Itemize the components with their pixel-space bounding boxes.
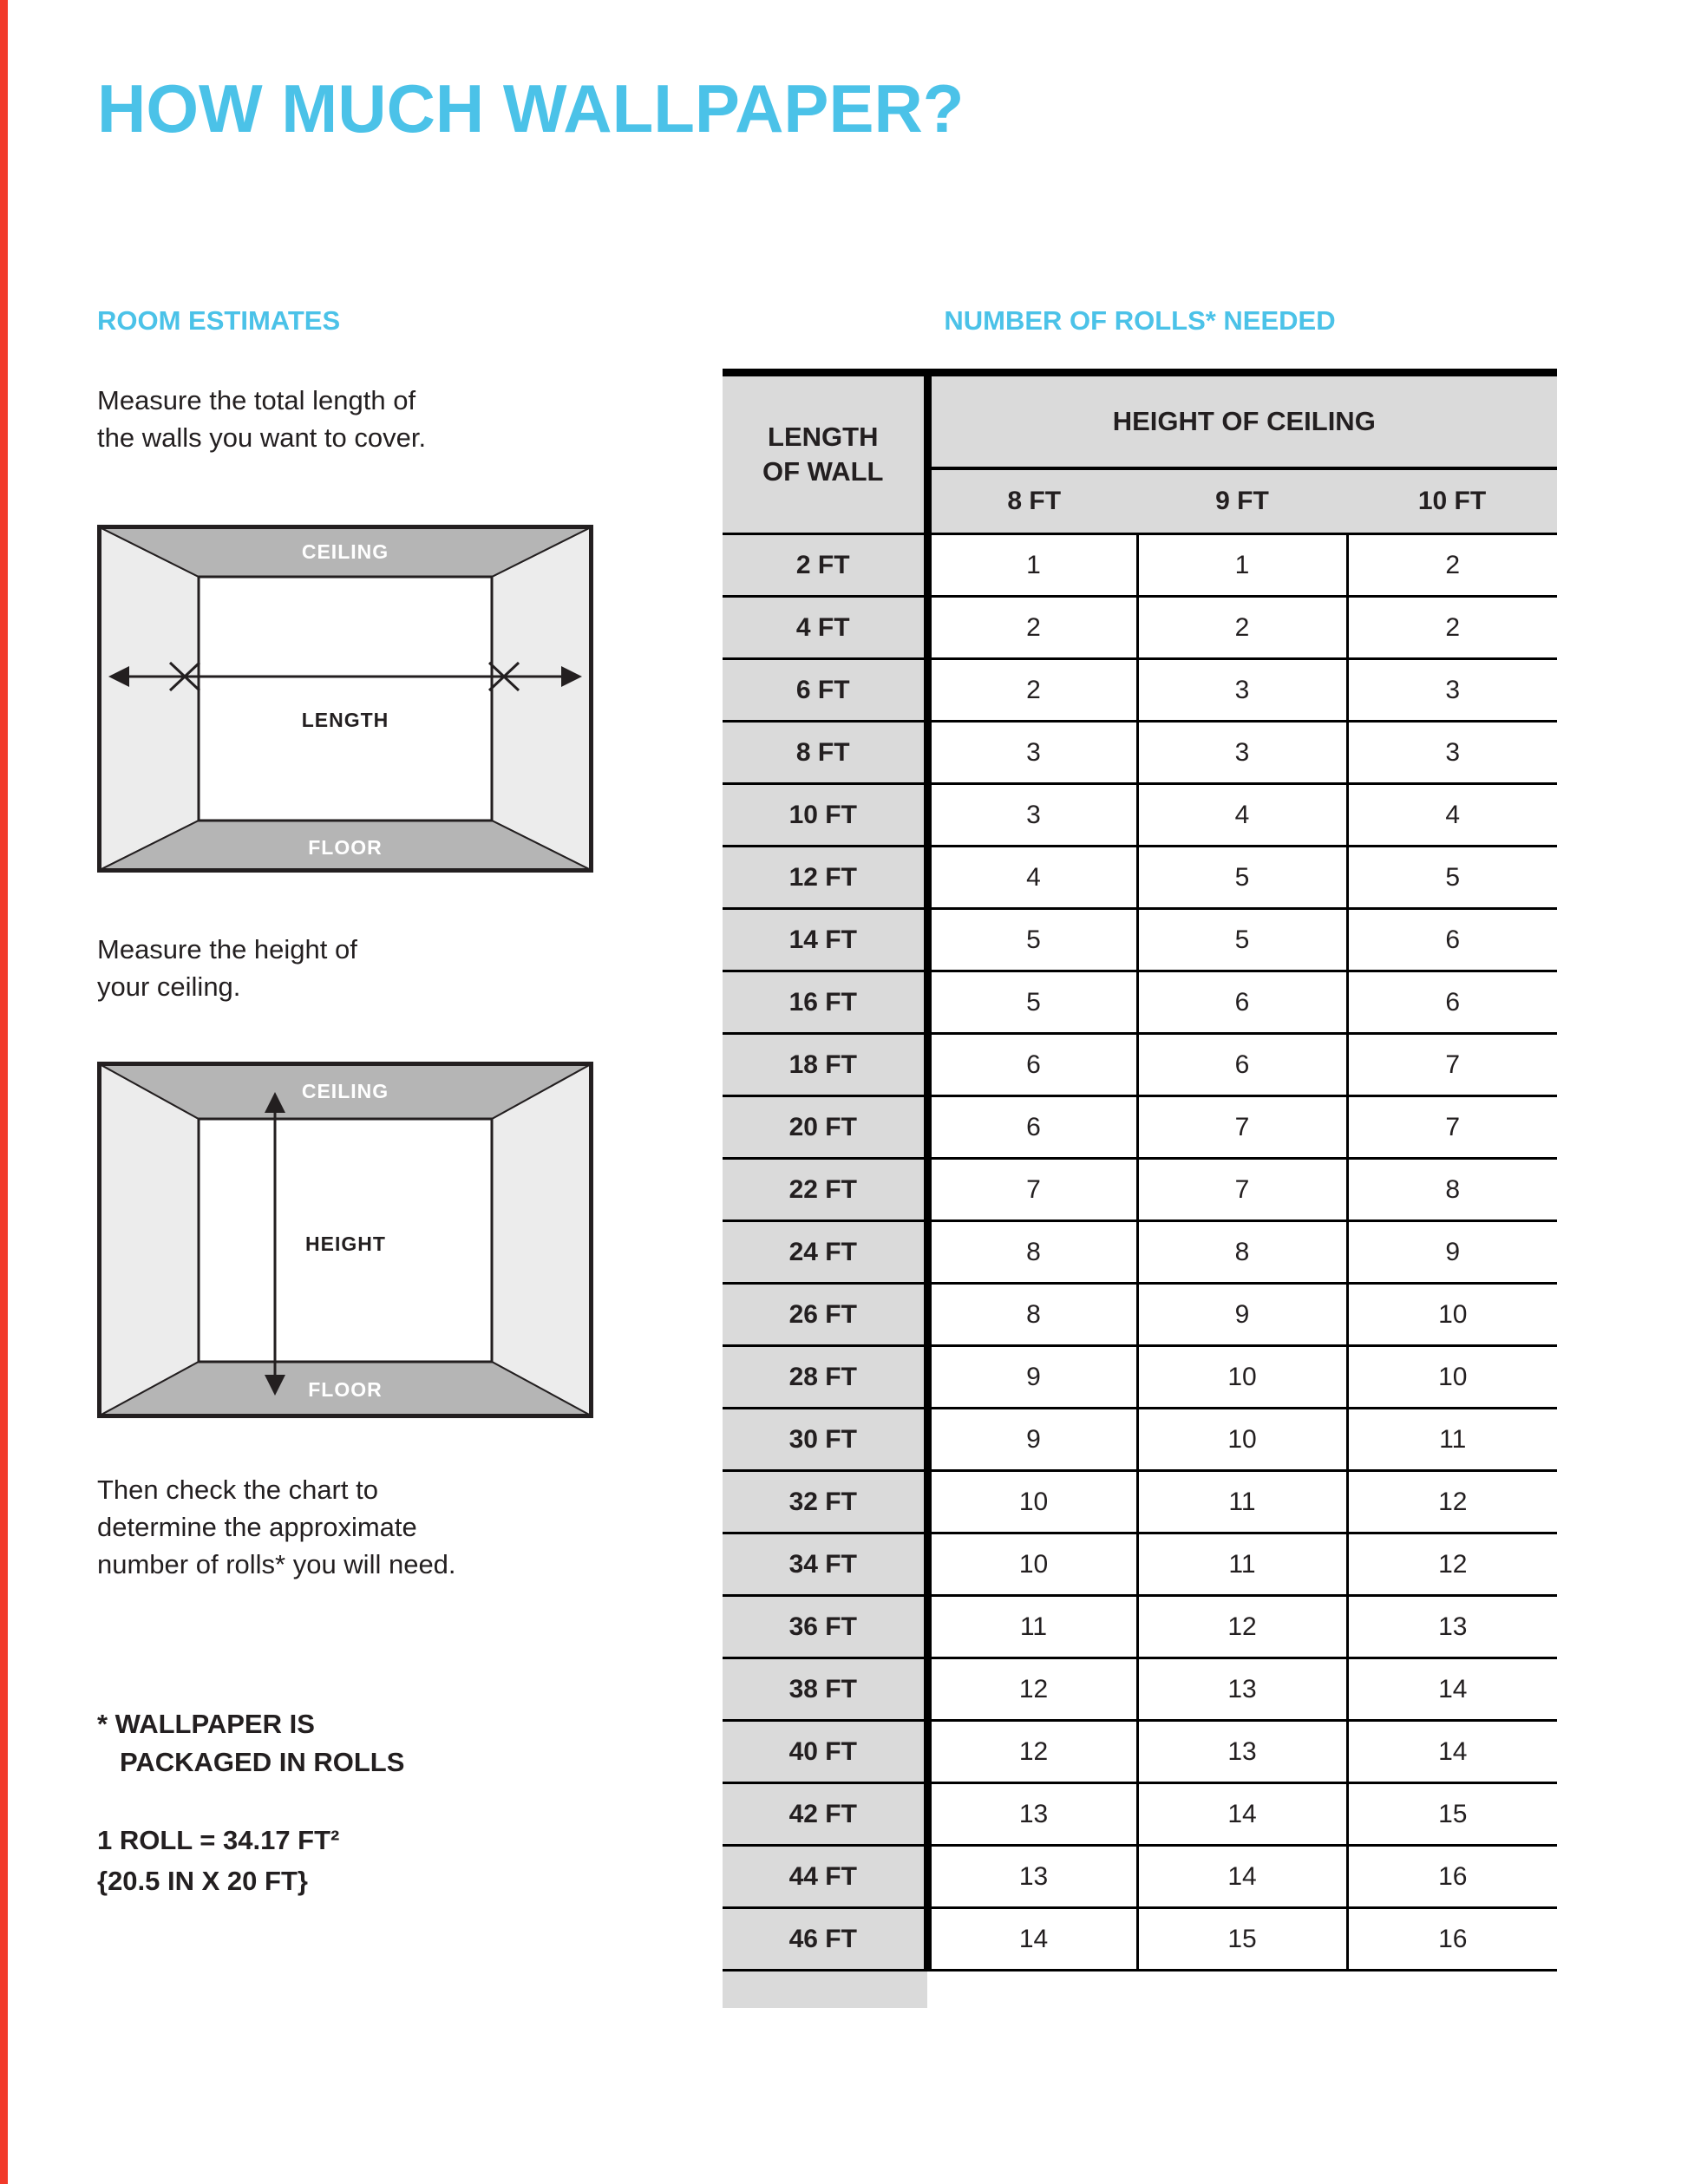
rolls-count-cell: 16	[1347, 1908, 1557, 1971]
table-row	[723, 1284, 1557, 1346]
step1-instructions	[97, 382, 426, 456]
ceiling-label: CEILING	[301, 540, 389, 563]
wall-length-cell: 18 FT	[723, 1034, 927, 1096]
rolls-needed-heading: NUMBER OF ROLLS* NEEDED	[944, 305, 1336, 336]
rolls-count-cell: 3	[1137, 722, 1347, 784]
text-line: determine the approximate	[97, 1512, 417, 1542]
rolls-count-cell: 6	[1137, 1034, 1347, 1096]
rolls-count-cell: 3	[927, 784, 1137, 847]
rolls-count-cell: 14	[927, 1908, 1137, 1971]
wall-length-cell: 44 FT	[723, 1846, 927, 1908]
rolls-count-cell: 6	[1347, 909, 1557, 971]
rolls-count-cell: 7	[1137, 1159, 1347, 1221]
step3-instructions	[97, 1471, 456, 1583]
wall-length-cell: 30 FT	[723, 1409, 927, 1471]
rolls-count-cell: 5	[1347, 847, 1557, 909]
table-row	[723, 1096, 1557, 1159]
table-row	[723, 1346, 1557, 1409]
wall-length-cell: 24 FT	[723, 1221, 927, 1284]
rolls-needed-section	[723, 305, 1557, 2008]
text-line: your ceiling.	[97, 971, 241, 1002]
wall-length-cell: 32 FT	[723, 1471, 927, 1533]
table-row	[723, 909, 1557, 971]
table-row	[723, 847, 1557, 909]
rolls-count-cell: 13	[1137, 1721, 1347, 1783]
rolls-count-cell: 5	[927, 909, 1137, 971]
table-row	[723, 1658, 1557, 1721]
wall-length-cell: 40 FT	[723, 1721, 927, 1783]
rolls-count-cell: 5	[1137, 847, 1347, 909]
ceiling-label: CEILING	[301, 1080, 389, 1102]
table-row	[723, 1159, 1557, 1221]
rolls-count-cell: 11	[1137, 1533, 1347, 1596]
wall-length-diagram	[97, 525, 593, 873]
wall-length-cell: 42 FT	[723, 1783, 927, 1846]
wall-length-cell: 20 FT	[723, 1096, 927, 1159]
table-row	[723, 1471, 1557, 1533]
rolls-count-cell: 5	[1137, 909, 1347, 971]
rolls-count-cell: 2	[927, 659, 1137, 722]
wall-length-cell: 10 FT	[723, 784, 927, 847]
rolls-count-cell: 6	[1137, 971, 1347, 1034]
table-row	[723, 1783, 1557, 1846]
rolls-count-cell: 7	[1137, 1096, 1347, 1159]
table-row	[723, 534, 1557, 597]
rolls-count-cell: 12	[1137, 1596, 1347, 1658]
table-row	[723, 1221, 1557, 1284]
rolls-count-cell: 16	[1347, 1846, 1557, 1908]
rolls-count-cell: 14	[1347, 1658, 1557, 1721]
rolls-count-cell: 2	[927, 597, 1137, 659]
rolls-count-cell: 13	[1347, 1596, 1557, 1658]
rolls-count-cell: 10	[1137, 1346, 1347, 1409]
floor-label: FLOOR	[308, 1378, 383, 1401]
ceiling-height-diagram	[97, 1062, 593, 1418]
left-wall-panel	[100, 527, 199, 870]
rolls-count-cell: 9	[927, 1346, 1137, 1409]
height-label: HEIGHT	[305, 1233, 386, 1255]
rolls-table	[723, 369, 1557, 1971]
floor-label: FLOOR	[308, 836, 383, 859]
rolls-count-cell: 10	[1137, 1409, 1347, 1471]
rolls-count-cell: 1	[927, 534, 1137, 597]
length-of-wall-header	[723, 373, 927, 534]
wall-length-cell: 4 FT	[723, 597, 927, 659]
rolls-count-cell: 1	[1137, 534, 1347, 597]
column-header-8ft: 8 FT	[927, 468, 1137, 534]
rolls-count-cell: 8	[927, 1221, 1137, 1284]
table-header-row	[723, 373, 1557, 468]
wall-length-cell: 12 FT	[723, 847, 927, 909]
rolls-count-cell: 10	[927, 1471, 1137, 1533]
step2-instructions	[97, 931, 357, 1005]
rolls-count-cell: 7	[927, 1159, 1137, 1221]
table-row	[723, 1409, 1557, 1471]
roll-size-info	[97, 1820, 339, 1901]
right-wall-panel	[492, 1064, 591, 1416]
rolls-count-cell: 10	[927, 1533, 1137, 1596]
rolls-count-cell: 2	[1347, 597, 1557, 659]
rolls-count-cell: 4	[1137, 784, 1347, 847]
rolls-count-cell: 14	[1137, 1783, 1347, 1846]
wall-length-cell: 8 FT	[723, 722, 927, 784]
text-line: 1 ROLL = 34.17 FT²	[97, 1825, 340, 1855]
column-header-9ft: 9 FT	[1137, 468, 1347, 534]
header-line: LENGTH	[768, 422, 879, 452]
rolls-count-cell: 6	[1347, 971, 1557, 1034]
rolls-count-cell: 3	[1347, 659, 1557, 722]
left-wall-panel	[100, 1064, 199, 1416]
wallpaper-rolls-footnote	[97, 1705, 404, 1782]
rolls-count-cell: 4	[1347, 784, 1557, 847]
wall-length-cell: 16 FT	[723, 971, 927, 1034]
rolls-count-cell: 10	[1347, 1346, 1557, 1409]
rolls-count-cell: 8	[927, 1284, 1137, 1346]
table-row	[723, 1034, 1557, 1096]
table-row	[723, 784, 1557, 847]
wall-length-cell: 14 FT	[723, 909, 927, 971]
rolls-count-cell: 13	[1137, 1658, 1347, 1721]
wall-length-cell: 28 FT	[723, 1346, 927, 1409]
height-of-ceiling-header: HEIGHT OF CEILING	[927, 373, 1557, 468]
rolls-count-cell: 4	[927, 847, 1137, 909]
wall-length-cell: 22 FT	[723, 1159, 927, 1221]
page-title: HOW MUCH WALLPAPER?	[97, 70, 965, 147]
text-line: * WALLPAPER IS	[97, 1709, 315, 1739]
wall-length-cell: 2 FT	[723, 534, 927, 597]
rolls-count-cell: 10	[1347, 1284, 1557, 1346]
rolls-count-cell: 11	[927, 1596, 1137, 1658]
text-line: PACKAGED IN ROLLS	[120, 1747, 405, 1777]
rolls-count-cell: 7	[1347, 1034, 1557, 1096]
table-row	[723, 1596, 1557, 1658]
wall-length-cell: 26 FT	[723, 1284, 927, 1346]
rolls-count-cell: 2	[1137, 597, 1347, 659]
table-row	[723, 971, 1557, 1034]
wall-length-cell: 38 FT	[723, 1658, 927, 1721]
rolls-count-cell: 14	[1137, 1846, 1347, 1908]
rolls-count-cell: 11	[1347, 1409, 1557, 1471]
rolls-table-body	[723, 534, 1557, 1971]
wall-length-cell: 36 FT	[723, 1596, 927, 1658]
table-row	[723, 1533, 1557, 1596]
rolls-count-cell: 13	[927, 1846, 1137, 1908]
text-line: Then check the chart to	[97, 1475, 378, 1505]
rolls-count-cell: 11	[1137, 1471, 1347, 1533]
rolls-count-cell: 15	[1347, 1783, 1557, 1846]
text-line: number of rolls* you will need.	[97, 1549, 456, 1579]
rolls-count-cell: 12	[927, 1721, 1137, 1783]
back-wall-panel	[199, 577, 492, 821]
rolls-count-cell: 9	[1347, 1221, 1557, 1284]
rolls-count-cell: 14	[1347, 1721, 1557, 1783]
rolls-count-cell: 12	[1347, 1471, 1557, 1533]
table-row	[723, 1908, 1557, 1971]
rolls-count-cell: 3	[1137, 659, 1347, 722]
wall-length-cell: 46 FT	[723, 1908, 927, 1971]
rolls-count-cell: 12	[927, 1658, 1137, 1721]
column-header-10ft: 10 FT	[1347, 468, 1557, 534]
rolls-count-cell: 15	[1137, 1908, 1347, 1971]
rolls-count-cell: 9	[1137, 1284, 1347, 1346]
wall-length-cell: 6 FT	[723, 659, 927, 722]
table-row	[723, 1721, 1557, 1783]
room-estimates-heading: ROOM ESTIMATES	[97, 305, 341, 336]
rolls-count-cell: 8	[1347, 1159, 1557, 1221]
text-line: {20.5 IN X 20 FT}	[97, 1866, 308, 1896]
rolls-count-cell: 3	[927, 722, 1137, 784]
table-row	[723, 597, 1557, 659]
rolls-count-cell: 6	[927, 1034, 1137, 1096]
wall-length-cell: 34 FT	[723, 1533, 927, 1596]
rolls-count-cell: 5	[927, 971, 1137, 1034]
table-row	[723, 722, 1557, 784]
text-line: Measure the total length of	[97, 385, 416, 415]
rolls-count-cell: 2	[1347, 534, 1557, 597]
rolls-count-cell: 3	[1347, 722, 1557, 784]
table-row	[723, 659, 1557, 722]
rolls-count-cell: 8	[1137, 1221, 1347, 1284]
rolls-count-cell: 6	[927, 1096, 1137, 1159]
rolls-count-cell: 12	[1347, 1533, 1557, 1596]
right-wall-panel	[492, 527, 591, 870]
length-label: LENGTH	[301, 709, 389, 731]
rolls-count-cell: 7	[1347, 1096, 1557, 1159]
rolls-count-cell: 13	[927, 1783, 1137, 1846]
rolls-count-cell: 9	[927, 1409, 1137, 1471]
left-edge-stripe	[0, 0, 8, 2184]
text-line: the walls you want to cover.	[97, 422, 427, 453]
header-line: OF WALL	[762, 456, 884, 487]
text-line: Measure the height of	[97, 934, 357, 964]
first-column-gray-extension	[723, 1971, 927, 2008]
table-row	[723, 1846, 1557, 1908]
